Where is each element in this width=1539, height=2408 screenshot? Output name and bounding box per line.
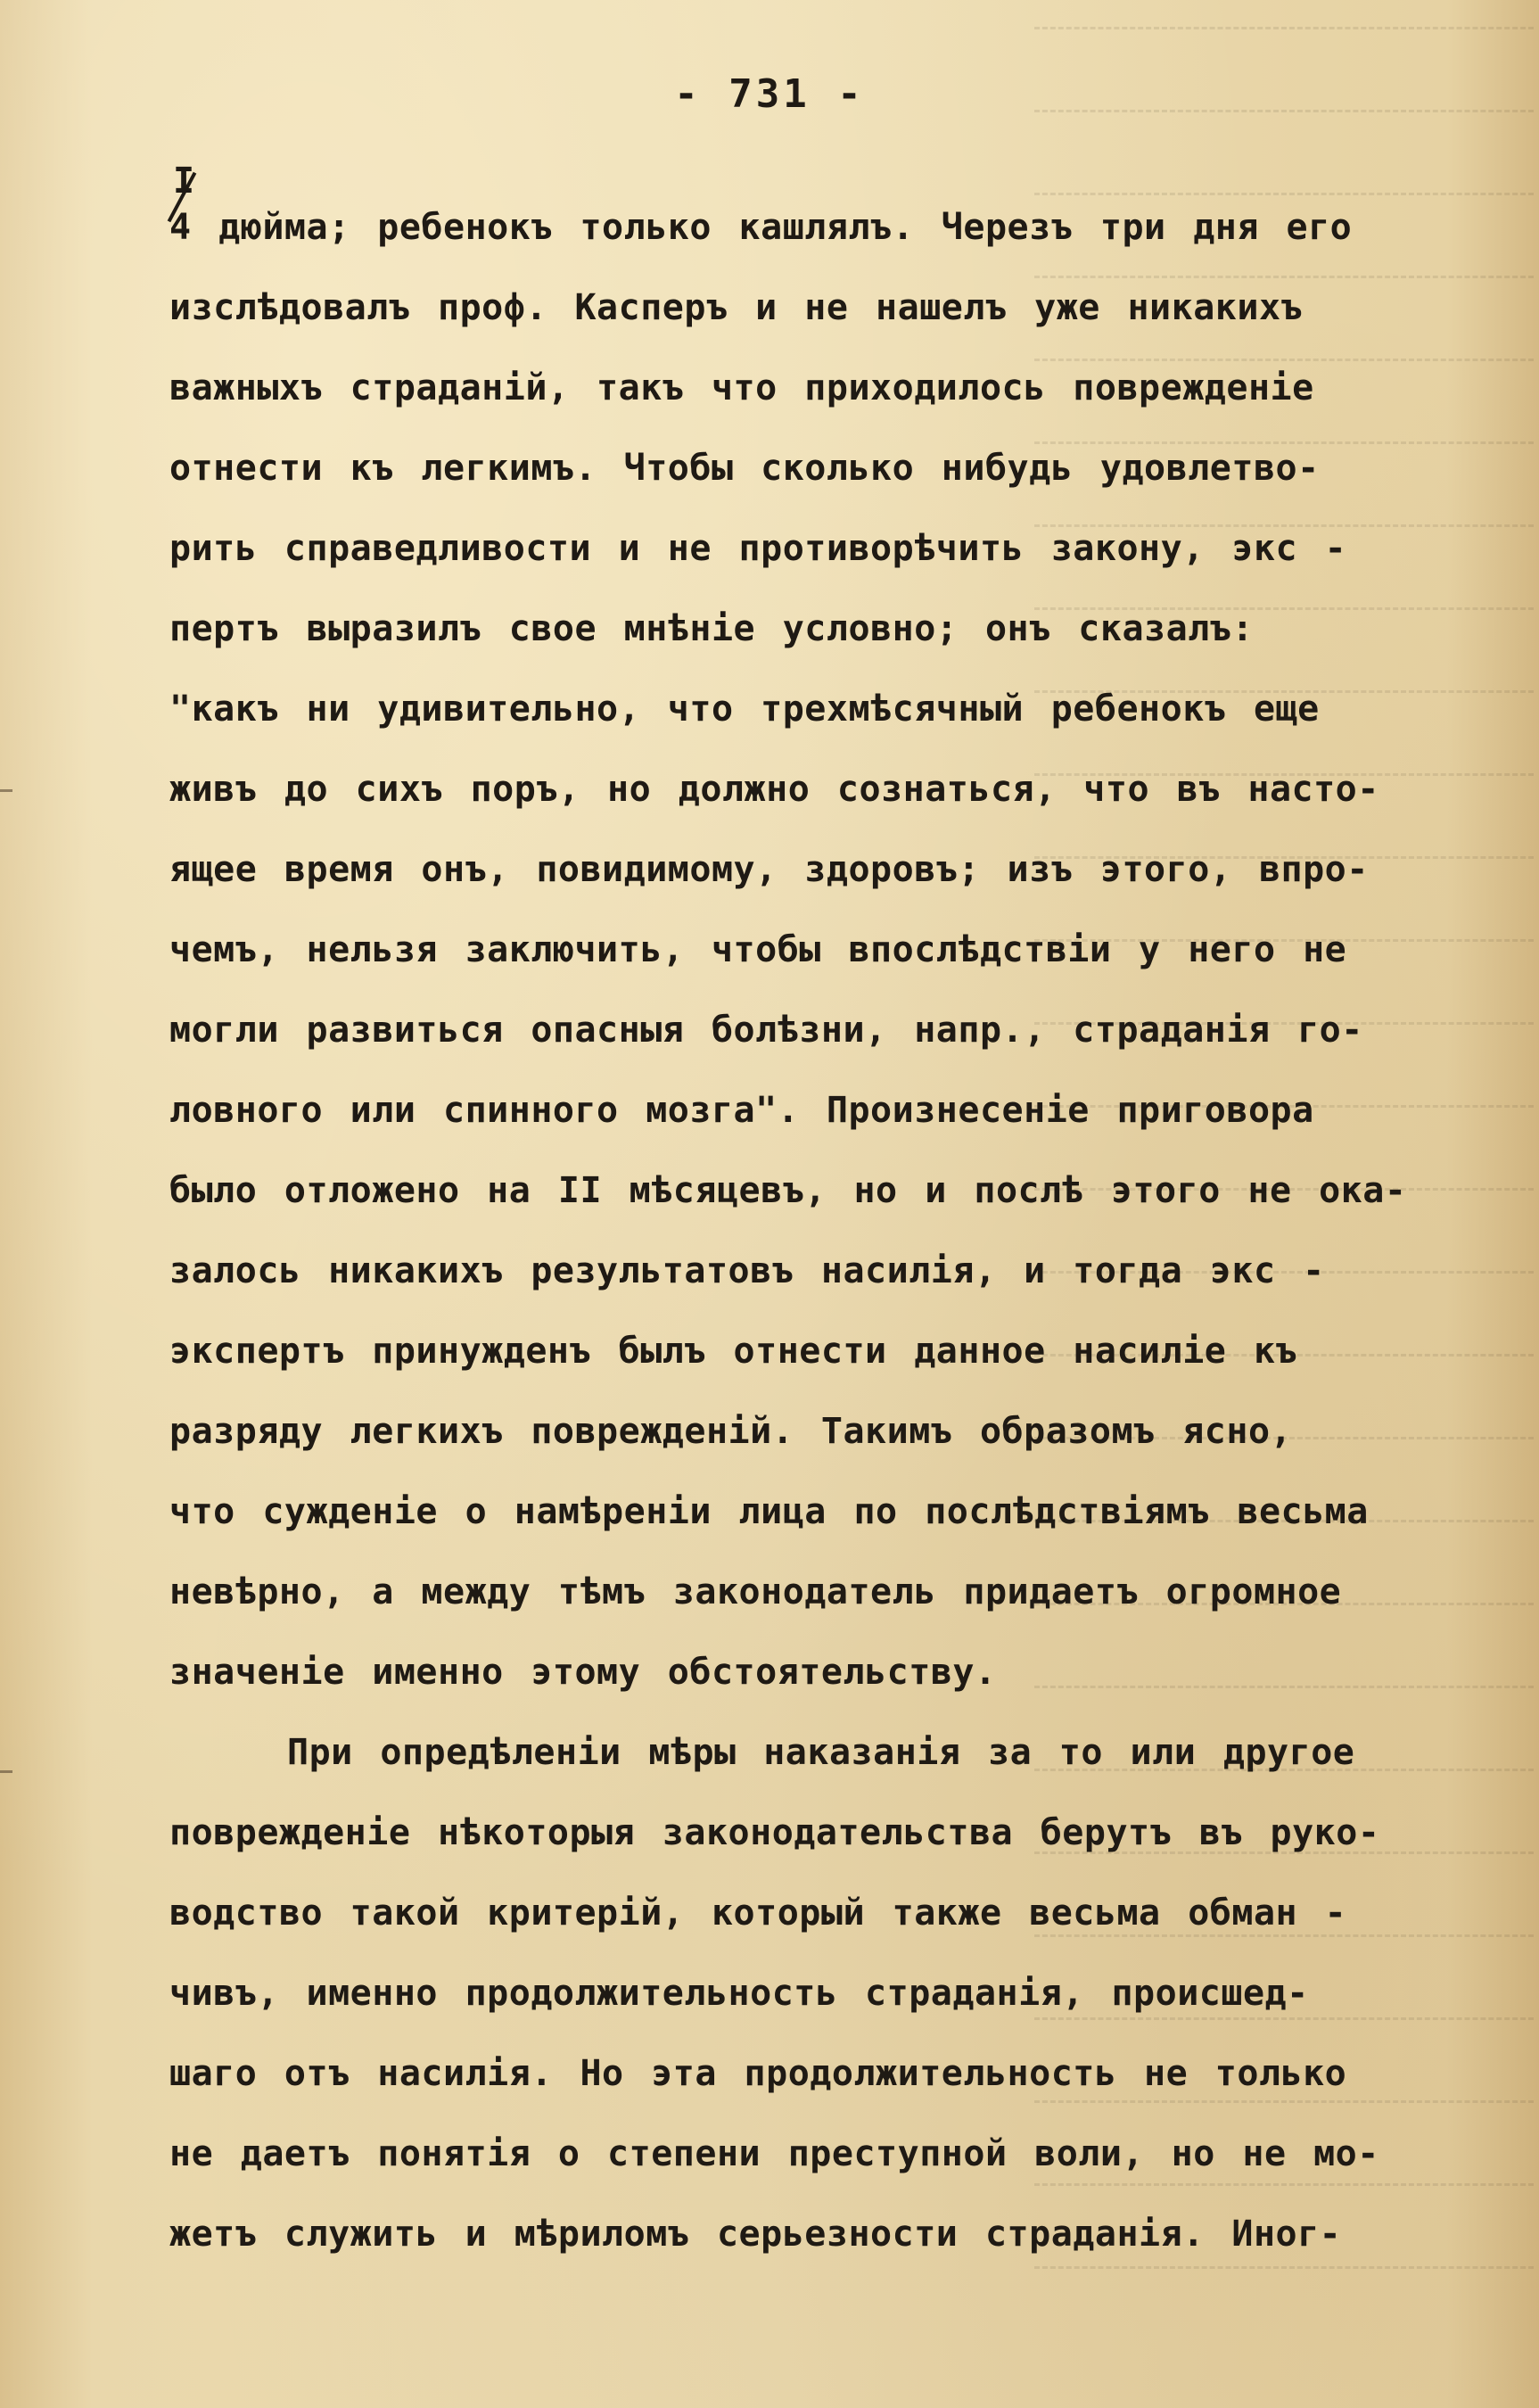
text-line: 4 дюйма; ребенокъ только кашлялъ. Черезъ три дня его bbox=[169, 207, 1353, 248]
margin-mark bbox=[0, 789, 12, 792]
text-line: жетъ служить и мѣриломъ серьезности страданія. Иног- bbox=[169, 2214, 1342, 2255]
text-line: рить справедливости и не противорѣчить закону, экс - bbox=[169, 528, 1347, 569]
text-line: живъ до сихъ поръ, но должно сознаться, что въ насто- bbox=[169, 769, 1379, 810]
text-line: экспертъ принужденъ былъ отнести данное насиліе къ bbox=[169, 1331, 1298, 1372]
text-line: шаго отъ насилія. Но эта продолжительность не только bbox=[169, 2053, 1347, 2094]
text-line: разряду легкихъ поврежденій. Такимъ образомъ ясно, bbox=[169, 1411, 1293, 1452]
paragraph-start-line: При опредѣленіи мѣры наказанія за то или другое bbox=[287, 1732, 1355, 1773]
text-line: залось никакихъ результатовъ насилія, и тогда экс - bbox=[169, 1250, 1325, 1291]
body-text bbox=[169, 187, 1489, 2274]
text-line: не даетъ понятія о степени преступной воли, но не мо- bbox=[169, 2133, 1379, 2174]
text-line: "какъ ни удивительно, что трехмѣсячный ребенокъ еще bbox=[169, 689, 1320, 730]
text-line: водство такой критерій, который также весьма обман - bbox=[169, 1893, 1347, 1934]
margin-mark bbox=[0, 1770, 12, 1773]
text-line: значеніе именно этому обстоятельству. bbox=[169, 1652, 997, 1693]
text-line: поврежденіе нѣкоторыя законодательства берутъ въ руко- bbox=[169, 1812, 1380, 1853]
text-line: важныхъ страданій, такъ что приходилось поврежденіе bbox=[169, 367, 1314, 408]
text-line: чивъ, именно продолжительность страданія, происшед- bbox=[169, 1973, 1309, 2014]
text-line: невѣрно, а между тѣмъ законодатель придаетъ огромное bbox=[169, 1571, 1342, 1612]
text-line: что сужденіе о намѣреніи лица по послѣдствіямъ весьма bbox=[169, 1491, 1369, 1532]
page-number: - 731 - bbox=[674, 71, 865, 117]
text-line: отнести къ легкимъ. Чтобы сколько нибудь удовлетво- bbox=[169, 448, 1320, 489]
fraction-numerator: I bbox=[173, 161, 195, 202]
text-line: ящее время онъ, повидимому, здоровъ; изъ этого, впро- bbox=[169, 849, 1369, 890]
text-line: ловного или спинного мозга". Произнесеніе приговора bbox=[169, 1090, 1314, 1131]
text-line: изслѣдовалъ проф. Касперъ и не нашелъ уже никакихъ bbox=[169, 287, 1304, 328]
text-line: могли развиться опасныя болѣзни, напр., страданія го- bbox=[169, 1010, 1363, 1051]
text-line: пертъ выразилъ свое мнѣніе условно; онъ сказалъ: bbox=[169, 608, 1254, 649]
text-line: было отложено на II мѣсяцевъ, но и послѣ этого не ока- bbox=[169, 1170, 1407, 1211]
text-line: чемъ, нельзя заключить, чтобы впослѣдствіи у него не bbox=[169, 929, 1347, 970]
